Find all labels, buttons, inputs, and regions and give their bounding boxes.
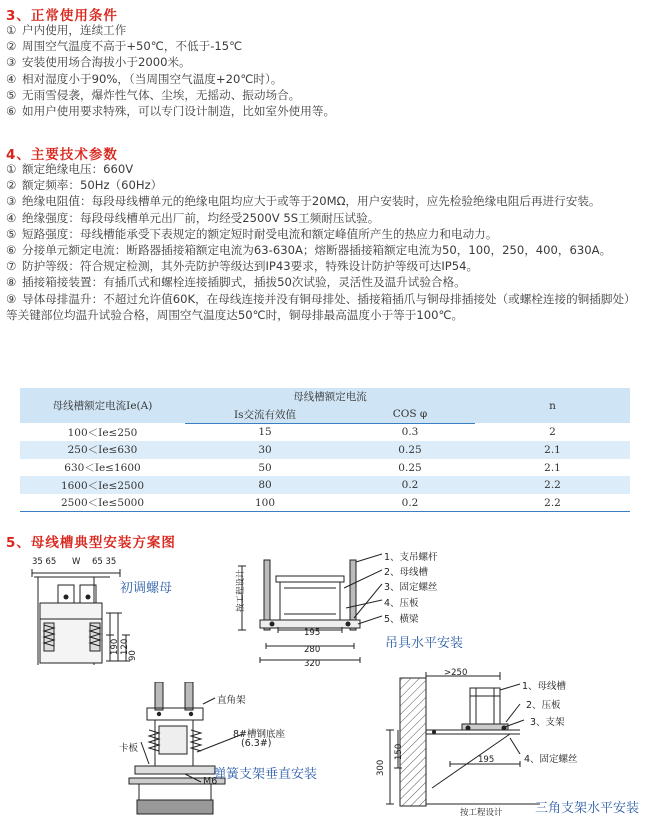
section3-item: ⑤ 无雨雪侵袭，爆炸性气体、尘埃，无摇动、振动场合。 [6, 87, 301, 102]
label-by-engineering-design: 按工程设计 [460, 808, 503, 818]
legend-item: 3、固定螺丝 [384, 582, 438, 593]
legend-item: 2、压板 [526, 700, 561, 711]
table-row: 2500＜Ie≤5000 100 0.2 2.2 [20, 494, 630, 512]
table-row: 100＜Ie≤250 15 0.3 2 [20, 423, 630, 441]
diagram-triangle-bracket [370, 668, 640, 818]
section4-list [6, 161, 642, 323]
section4-item: ⑥ 分接单元额定电流：断路器插接箱额定电流为63-630A；熔断器插接箱额定电流为50，100，250，400，630A。 [6, 243, 612, 258]
dim-35-65: 35 65 [32, 557, 57, 567]
dim-65-35: 65 35 [92, 557, 117, 567]
table-row: 630＜Ie≤1600 50 0.25 2.1 [20, 459, 630, 477]
caption-initial-nut: 初调螺母 [120, 581, 173, 596]
legend-item: 4、固定螺丝 [524, 754, 578, 765]
section5-title: 5、母线槽典型安装方案图 [6, 535, 176, 551]
label-m6: M6 [203, 776, 218, 787]
legend-item: 1、支吊螺杆 [384, 552, 438, 563]
legend-item: 2、母线槽 [384, 567, 429, 578]
dim-90: 90 [128, 650, 138, 661]
section3-item: ⑥ 如用户使用要求特殊，可以专门设计制造，比如室外使用等。 [6, 104, 336, 119]
label-channel-steel-base: 8#槽钢底座 [233, 729, 286, 740]
caption-spring-vertical: 弹簧支架垂直安装 [213, 767, 318, 782]
caption-triangle-bracket: 三角支架水平安装 [535, 801, 640, 816]
section3-item: ② 周围空气温度不高于+50℃，不低于-15℃ [6, 39, 243, 54]
dim-320: 320 [304, 659, 321, 669]
label-right-angle-frame: 直角架 [217, 695, 246, 706]
diagram-hanger-horizontal [232, 548, 454, 676]
legend-item: 1、母线槽 [522, 681, 567, 692]
section4-title: 4、主要技术参数 [6, 147, 118, 163]
section4-item: ⑤ 短路强度：母线槽能承受下表规定的额定短时耐受电流和额定峰值所产生的热应力和电动力。 [6, 226, 498, 241]
label-clip-plate: 卡板 [119, 743, 139, 754]
legend-item: 5、横梁 [384, 614, 419, 625]
section4-item: ④ 绝缘强度：每段母线槽单元出厂前，均经受2500V 5S工频耐压试验。 [6, 210, 380, 225]
dim-190: 190 [110, 638, 120, 655]
legend-item: 4、压板 [384, 598, 419, 609]
short-circuit-table [20, 388, 630, 512]
section3-item: ④ 相对湿度小于90%，（当周围空气温度+20℃时）。 [6, 71, 283, 86]
dim-195: 195 [478, 755, 495, 765]
section4-item: ① 额定绝缘电压：660V [6, 162, 134, 176]
dim-120: 120 [120, 638, 130, 655]
dim-w: W [72, 557, 81, 567]
table-row: 250＜Ie≤630 30 0.25 2.1 [20, 441, 630, 459]
col-header-n: n [475, 388, 630, 423]
table-row: 1600＜Ie≤2500 80 0.2 2.2 [20, 476, 630, 494]
diagram-triangle-bracket-drawing [370, 668, 640, 818]
col-header-cos: COS φ [345, 406, 475, 424]
section4-item: ③ 绝缘电阻值：每段母线槽单元的绝缘电阻均应大于或等于20MΩ，用户安装时，应先检验绝缘电阻后再进行安装。 [6, 194, 601, 209]
col-header-rated-current: 母线槽额定电流Ie(A) [20, 388, 185, 423]
section4-item: ⑧ 插接箱接装置：有插爪式和螺栓连接插脚式，插拔50次试验，灵活性及温升试验合格。 [6, 275, 466, 290]
section4-item: ⑦ 防护等级：符合规定检测，其外壳防护等级达到IP43要求，特殊设计防护等级可达IP54。 [6, 259, 479, 274]
caption-hanger-horizontal: 吊具水平安装 [385, 636, 464, 651]
label-channel-steel-base-alt: (6.3#) [241, 738, 272, 749]
col-header-is: Is交流有效值 [185, 406, 345, 424]
section4-item: ② 额定频率：50Hz（60Hz） [6, 178, 163, 193]
diagram-spring-vertical [115, 682, 330, 817]
label-by-engineering-design: 按工程设计 [236, 569, 246, 612]
dim-250: >250 [444, 668, 468, 678]
dim-195: 195 [304, 628, 321, 638]
group-header: 母线槽额定电流 [185, 388, 475, 406]
section4-item: ⑨ 导体母排温升：不超过允许值60K，在母线连接并没有铜母排处、插接箱插爪与铜母排插接处（或螺栓连接的铜插脚处）等关键部位均温升试验合格，周围空气温度达50℃时，铜母排最高温度小于等于100℃。 [6, 291, 636, 322]
section3-title: 3、正常使用条件 [6, 8, 118, 24]
section3-item: ① 户内使用，连续工作 [6, 23, 127, 37]
section3-list [6, 22, 642, 119]
dim-280: 280 [304, 645, 321, 655]
legend-item: 3、支架 [530, 717, 565, 728]
diagram-initial-nut [10, 555, 160, 675]
dim-300: 300 [376, 759, 386, 776]
table-header-row [20, 388, 630, 406]
dim-150: 150 [394, 743, 404, 760]
section3-item: ③ 安装使用场合海拔小于2000米。 [6, 55, 191, 70]
